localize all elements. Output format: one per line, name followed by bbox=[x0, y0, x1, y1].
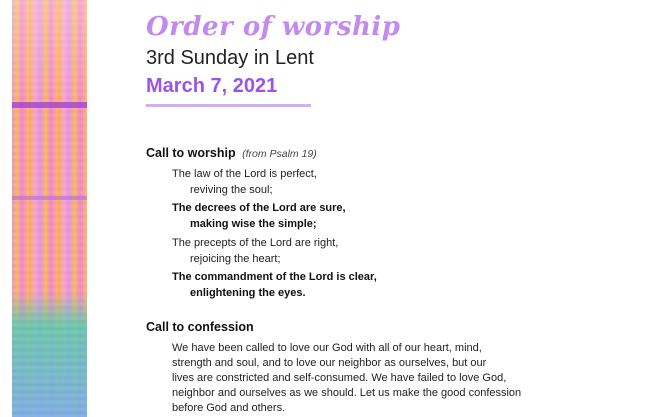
litany-line: rejoicing the heart; bbox=[190, 253, 281, 265]
art-band bbox=[12, 102, 87, 108]
litany-response: enlightening the eyes. bbox=[190, 287, 306, 299]
service-subtitle: 3rd Sunday in Lent bbox=[146, 47, 314, 69]
litany-line: reviving the soul; bbox=[190, 184, 273, 196]
paragraph-line: before God and others. bbox=[172, 402, 286, 414]
paragraph-line: neighbor and ourselves as we should. Let us make the good confession bbox=[172, 387, 522, 399]
art-veil bbox=[0, 0, 87, 417]
litany-line: The precepts of the Lord are right, bbox=[172, 237, 339, 249]
art-edge bbox=[0, 0, 12, 417]
litany-response: The decrees of the Lord are sure, bbox=[172, 202, 346, 214]
title-divider bbox=[146, 104, 311, 107]
service-date: March 7, 2021 bbox=[146, 75, 278, 97]
confession-paragraph bbox=[172, 341, 542, 416]
litany-response: making wise the simple; bbox=[190, 218, 317, 230]
litany-response: The commandment of the Lord is clear, bbox=[172, 271, 377, 283]
litany-line: The law of the Lord is perfect, bbox=[172, 168, 317, 180]
call-to-confession-heading: Call to confession bbox=[146, 320, 254, 334]
paragraph-line: strength and soul, and to love our neighbor as ourselves, but our bbox=[172, 357, 487, 369]
paragraph-line: lives are constricted and self-consumed. We have failed to love God, bbox=[172, 372, 507, 384]
decorative-art-strip bbox=[0, 0, 87, 417]
psalm-source-note: (from Psalm 19) bbox=[242, 148, 317, 160]
call-to-worship-heading-text: Call to worship bbox=[146, 146, 236, 160]
order-of-worship-title: Order of worship bbox=[146, 12, 401, 42]
call-to-worship-heading bbox=[146, 146, 317, 160]
paragraph-line: We have been called to love our God with all of our heart, mind, bbox=[172, 342, 482, 354]
art-band bbox=[12, 196, 87, 200]
